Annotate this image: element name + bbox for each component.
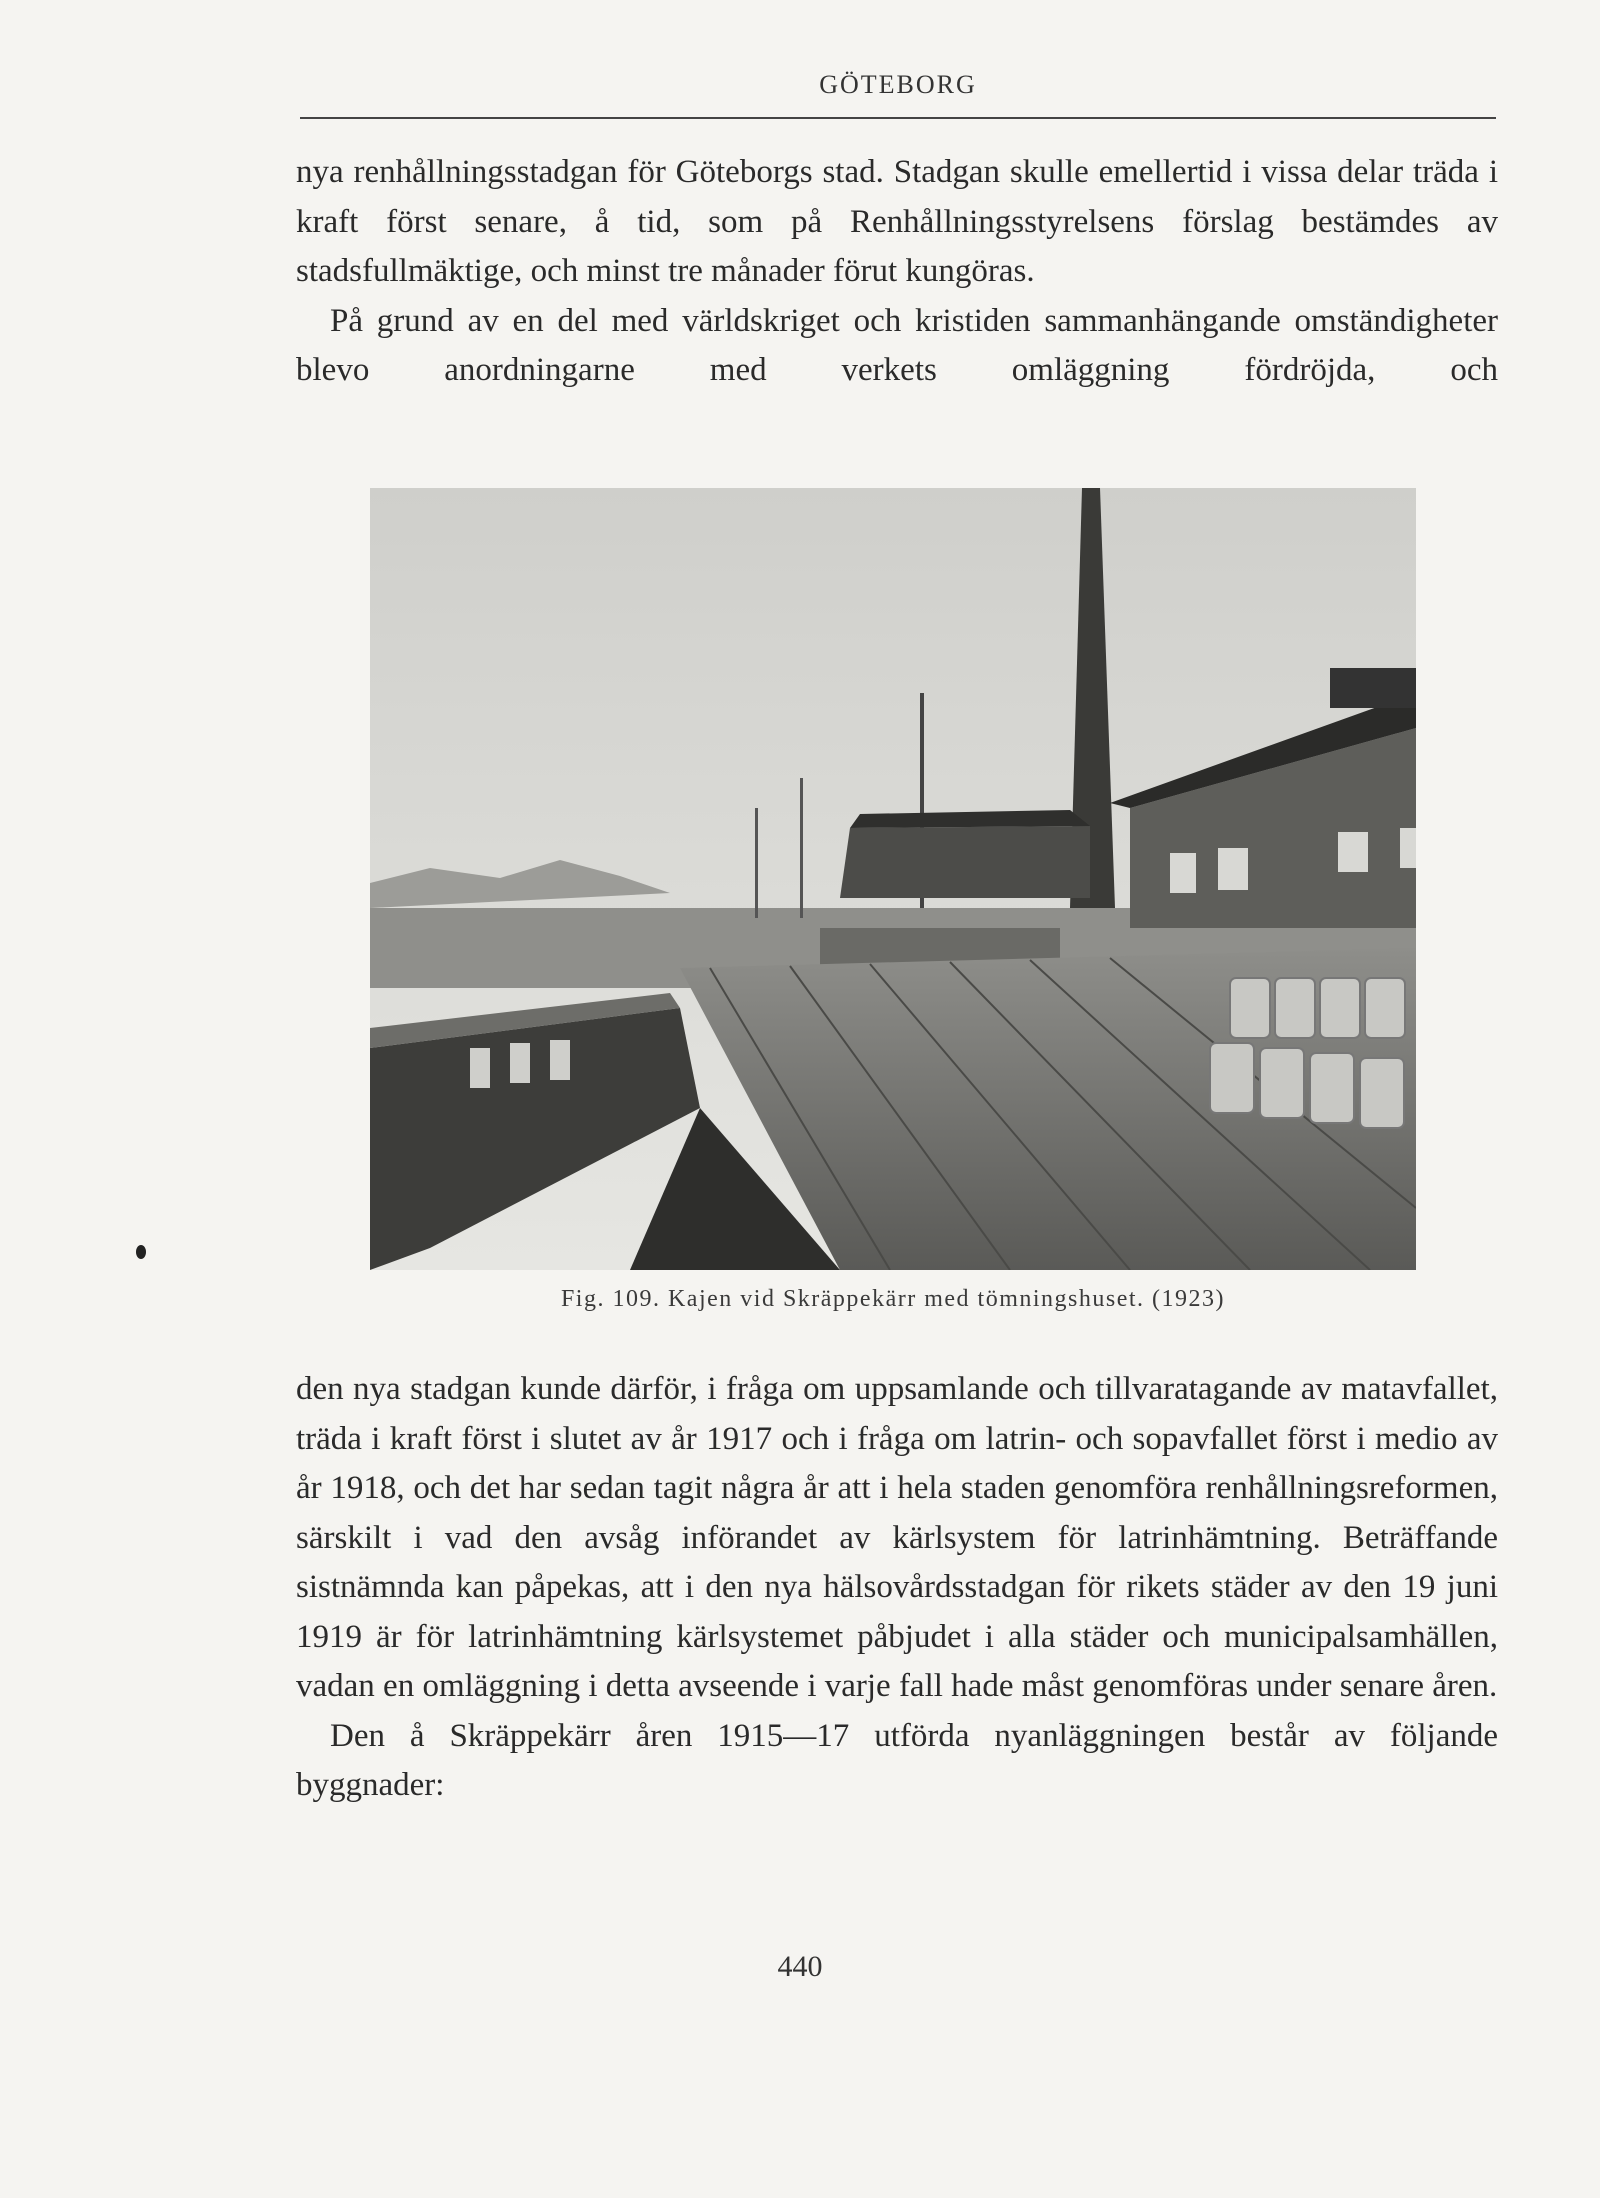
paragraph: På grund av en del med världskriget och kristiden sammanhängande omständigheter blevo anordningarne med verkets omläggning fördröjda, och bbox=[296, 302, 1498, 388]
paragraph: Den å Skräppekärr åren 1915—17 utförda nyanläggningen består av följande byggnader: bbox=[296, 1717, 1498, 1803]
quay-photo-illustration bbox=[370, 488, 1416, 1270]
running-title: GÖTEBORG bbox=[819, 70, 977, 99]
paragraph: den nya stadgan kunde därför, i fråga om uppsamlande och tillvaratagande av matavfallet, träda i kraft först i slutet av år 1917 och i fråga om latrin- och sopavfallet först i medio av år 1918, och det har sedan tagit några år att i hela staden genomföra renhållningsreformen, särskilt i vad den avsåg införandet av kärlsystem för latrinhämtning. Beträffande sistnämnda kan påpekas, att i den nya hälsovårdsstadgan för rikets städer av den 19 juni 1919 är för latrinhämtning kärlsystemet påbjudet i alla städer och municipalsamhällen, vadan en omläggning i detta avseende i varje fall hade måst genomföras under senare åren. bbox=[296, 1371, 1498, 1704]
text-block-bottom bbox=[296, 1365, 1498, 1811]
figure-caption: Fig. 109. Kajen vid Skräppekärr med tömningshuset. (1923) bbox=[560, 1286, 1226, 1312]
page-number: 440 bbox=[777, 1950, 823, 1983]
scan-speck bbox=[136, 1245, 146, 1259]
text-block-top bbox=[296, 148, 1498, 396]
header-rule bbox=[300, 117, 1496, 119]
paragraph: nya renhållningsstadgan för Göteborgs stad. Stadgan skulle emellertid i vissa delar träda i kraft först senare, å tid, som på Renhållningsstyrelsens förslag bestämdes av stadsfullmäktige, och minst tre månader förut kungöras. bbox=[296, 154, 1498, 289]
figure-photo bbox=[370, 488, 1416, 1270]
